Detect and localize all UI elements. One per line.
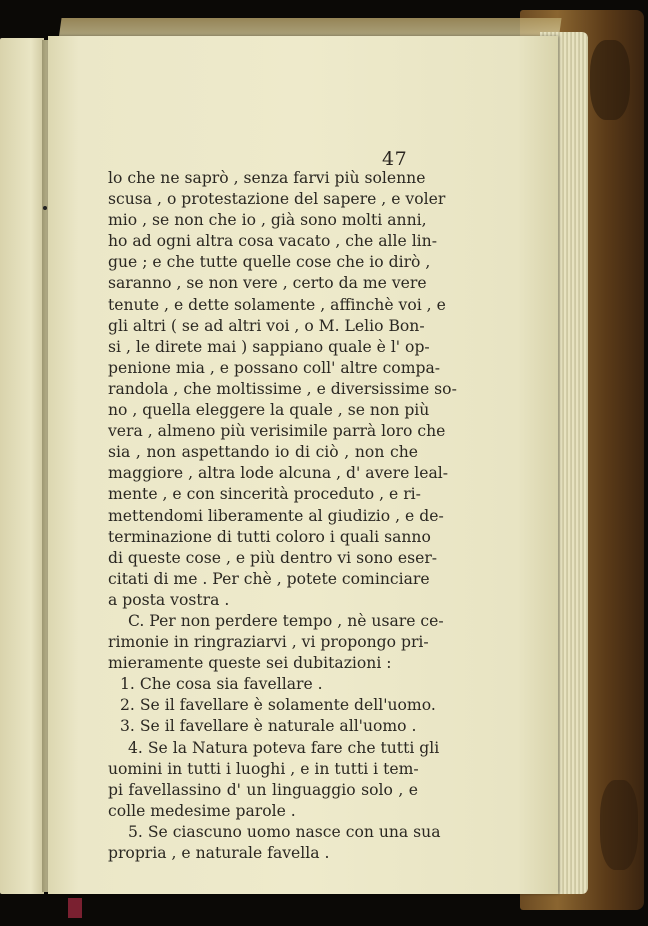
- text-line: penione mia , e possano coll' altre compa-: [108, 358, 441, 377]
- text-line: si , le direte mai ) sappiano quale è l' op-: [108, 337, 430, 356]
- text-line: 3. Se il favellare è naturale all'uomo .: [120, 717, 417, 736]
- text-line: mieramente queste sei dubitazioni :: [108, 654, 392, 673]
- text-line: gue ; e che tutte quelle cose che io dirò ,: [108, 253, 431, 272]
- text-line: 1. Che cosa sia favellare .: [120, 675, 323, 694]
- text-line: randola , che moltissime , e diversissime so-: [108, 379, 457, 398]
- text-line: terminazione di tutti coloro i quali sanno: [108, 527, 431, 546]
- text-line: propria , e naturale favella .: [108, 844, 330, 862]
- text-line: vera , almeno più verisimile parrà loro che: [108, 422, 446, 441]
- page-number: 47: [382, 148, 408, 170]
- cover-stain: [590, 40, 630, 120]
- text-line: pi favellassino d' un linguaggio solo , e: [108, 780, 418, 799]
- text-line: mio , se non che io , già sono molti anni,: [108, 211, 427, 230]
- text-line: sia , non aspettando io di ciò , non che: [108, 443, 418, 462]
- text-line: colle medesime parole .: [108, 801, 296, 820]
- text-line: rimonie in ringraziarvi , vi propongo pri-: [108, 633, 429, 652]
- text-line: lo che ne saprò , senza farvi più solenne: [108, 169, 426, 187]
- text-line: ho ad ogni altra cosa vacato , che alle lin-: [108, 232, 437, 251]
- text-line: a posta vostra .: [108, 590, 230, 609]
- text-line: mettendomi liberamente al giudizio , e de-: [108, 506, 444, 525]
- text-line: mente , e con sincerità proceduto , e ri-: [108, 485, 421, 504]
- text-line: C. Per non perdere tempo , nè usare ce-: [128, 611, 444, 630]
- left-page: [0, 38, 44, 894]
- text-line: scusa , o protestazione del sapere , e voler: [108, 190, 446, 209]
- text-line: di queste cose , e più dentro vi sono eser-: [108, 548, 438, 567]
- cover-stain: [600, 780, 638, 870]
- text-line: maggiore , altra lode alcuna , d' avere leal-: [108, 464, 449, 483]
- text-line: tenute , e dette solamente , affinchè voi , e: [108, 295, 446, 314]
- text-line: uomini in tutti i luoghi , e in tutti i tem-: [108, 759, 419, 778]
- bookmark-ribbon: [68, 898, 82, 918]
- text-line: 4. Se la Natura poteva fare che tutti gli: [128, 738, 440, 757]
- text-line: saranno , se non vere , certo da me vere: [108, 274, 427, 293]
- text-line: citati di me . Per chè , potete cominciare: [108, 569, 430, 588]
- text-line: 5. Se ciascuno uomo nasce con una sua: [128, 822, 441, 841]
- text-line: 2. Se il favellare è solamente dell'uomo.: [120, 696, 436, 715]
- text-line: gli altri ( se ad altri voi , o M. Lelio Bon-: [108, 316, 425, 335]
- ink-dot: [43, 206, 47, 210]
- text-line: no , quella eleggere la quale , se non più: [108, 401, 430, 420]
- body-text: [108, 168, 457, 864]
